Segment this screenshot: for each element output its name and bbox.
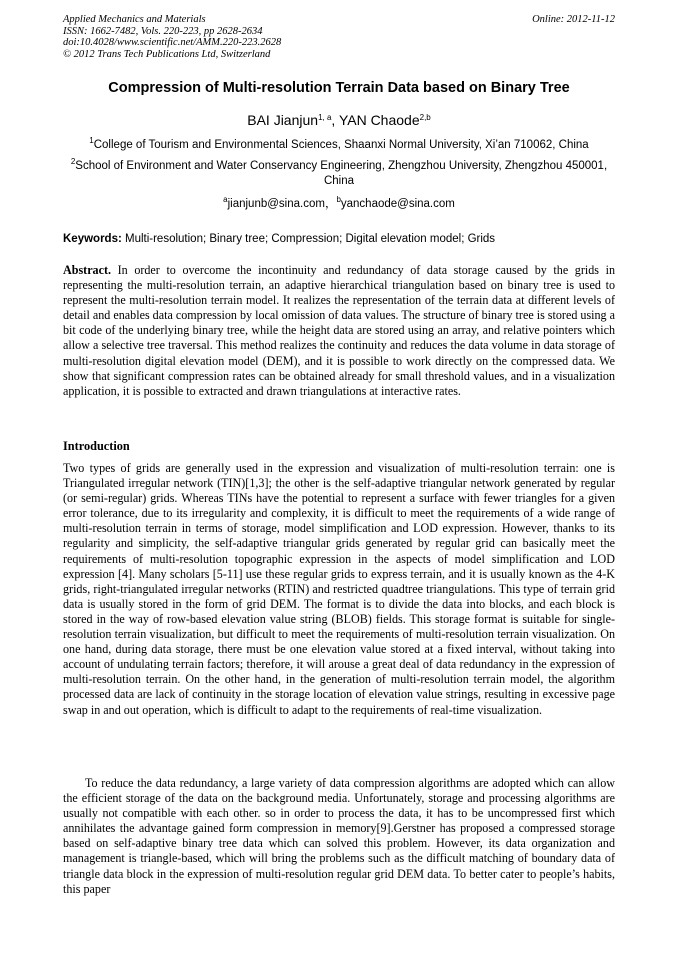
keywords [63,233,615,245]
author-separator: , [331,112,339,128]
keywords-text: Multi-resolution; Binary tree; Compression; Digital elevation model; Grids [121,233,496,245]
email-1: jianjunb@sina.com [227,198,325,210]
section-heading-introduction: Introduction [63,439,130,453]
author-2-sup: 2,b [419,113,431,122]
intro-paragraph-2: To reduce the data redundancy, a large variety of data compression algorithms are adopted which can allow the efficient storage of the data on the background media. Unfortunately, storage and processing algorithms are usually not compatible with each other. so in order to process the data, it has to be uncompressed first which annihilates the advantage gained form compression in memory[9].Gerstner has proposed a compressed storage based on self-adaptive binary tree data which can solved this problem. However, its data organization and management is triangle-based, which will bring the problems such as the difficult matching of boundary data of triangle data block in the expression of multi-resolution regular grid DEM data. To better cater to people’s habits, this paper [63,776,615,896]
affiliation-2 [63,159,615,189]
doi-line: doi:10.4028/www.scientific.net/AMM.220-223.2628 [63,37,282,48]
affiliation-1 [63,138,615,153]
affiliation-2-sup: 2 [70,157,76,166]
author-emails [63,195,615,211]
author-1: BAI Jianjun [247,112,319,128]
abstract-label: Abstract. [63,263,112,277]
abstract-paragraph [63,263,615,399]
journal-name: Applied Mechanics and Materials [63,14,206,25]
affiliation-2-text: School of Environment and Water Conservancy Engineering, Zhengzhou University, Zhengzhou 450001, China [75,160,608,187]
copyright-line: © 2012 Trans Tech Publications Ltd, Switzerland [63,48,271,60]
journal-header [63,14,281,60]
authors [63,112,615,128]
email-2-sup: b [336,195,341,204]
paper-title: Compression of Multi-resolution Terrain Data based on Binary Tree [108,80,570,96]
keywords-label: Keywords: [63,233,122,245]
email-1-sup: a [223,195,228,204]
author-2: YAN Chaode [338,112,420,128]
email-2: yanchaode@sina.com [340,198,455,210]
affiliation-1-sup: 1 [89,136,94,145]
intro-paragraph-1: Two types of grids are generally used in the expression and visualization of multi-resolution terrain: one is Triangulated irregular network (TIN)[1,3]; the other is the self-adaptive triangular network generated by regular (or semi-regular) grids. Whereas TINs have the potential to represent a surface with fewer triangles for a given error tolerance, due to its irregularity and complexity, it is difficult to meet the requirements of a wide range of multi-resolution terrain in terms of storage, model simplification and LOD expression. However, thanks to its regularity and simplicity, the self-adaptive triangular grids generated by regular grid can basically meet the requirements of multi-resolution topographic expression in the aspects of model simplification and LOD expression [4]. Many scholars [5-11] use these regular grids to express terrain, and it is usually known as the 4-K grids, right-triangulated irregular networks (RTIN) and restricted quadtree triangulations. This type of terrain grid data is usually stored in the form of grid DEM. The format is to divide the data into blocks, and each block is stored in the way of row-based elevation value string (BLOB) fields. This storage format is suitable for single-resolution terrain visualization, but difficult to meet the requirements of multi-resolution terrain visualization. On one hand, during data storage, there must be one elevation value stored at a fixed interval, without taking into account of undulating terrain factors; therefore, it will arouse a great deal of data redundancy in the expression of multi-resolution terrain. On the other hand, in the generation of multi-resolution terrain model, the algorithm processed data are lack of continuity in the storage location of elevation value strings, resulting in excessive page swap in and out operation, which is difficult to adapt to the requirements of real-time visualization. [63,461,615,717]
abstract-text: In order to overcome the incontinuity and redundancy of data storage caused by the grids in representing the multi-resolution terrain, an adaptive hierarchical triangulation based on binary tree is used to represent the multi-resolution terrain model. It realizes the representation of the terrain data at different levels of detail and enables data compression by local omission of data values. The structure of binary tree is stored using a bit code of the underlying binary tree, while the height data are stored using an array, and relative pointers which allow a selective tree traversal. This method realizes the continuity and reduces the data volume in data storage of multi-resolution digital elevation model (DEM), and it is possible to work directly on the compressed data. We show that significant compression rates can be obtained already for small threshold values, and in a visualization application, it is possible to extracted and drawn triangulations at interactive rates. [63,263,615,398]
author-1-sup: 1, a [318,113,332,122]
affiliation-1-text: College of Tourism and Environmental Sciences, Shaanxi Normal University, Xi’an 710062, China [93,139,589,151]
issn-line: ISSN: 1662-7482, Vols. 220-223, pp 2628-2634 [63,25,263,37]
email-separator: ， [324,198,337,210]
online-date: Online: 2012-11-12 [532,14,615,25]
